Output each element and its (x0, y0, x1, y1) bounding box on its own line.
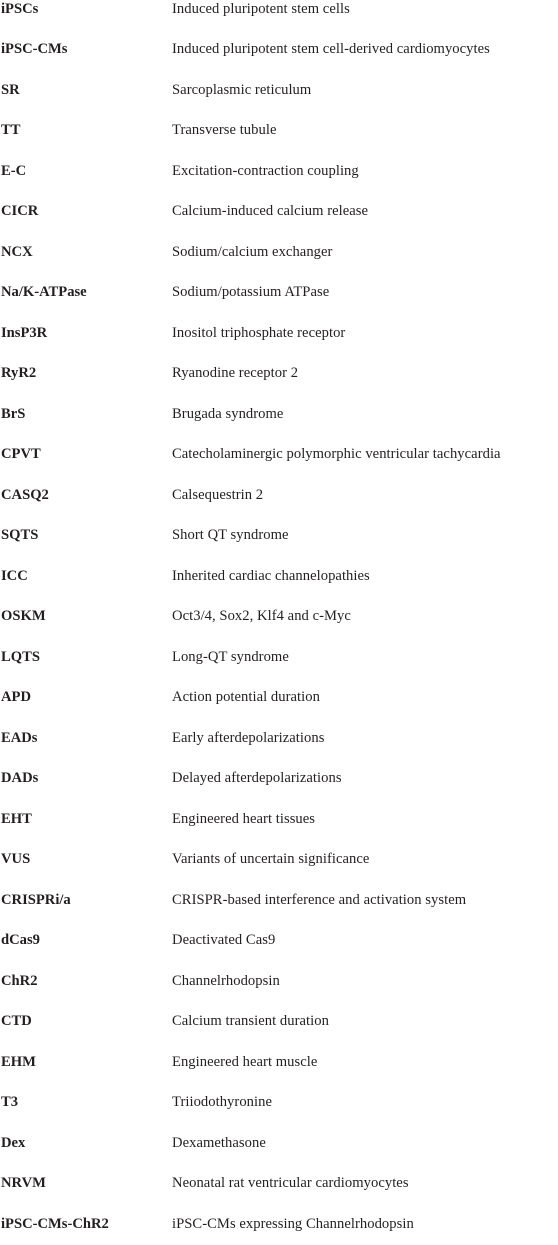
table-row (0, 1083, 558, 1124)
table-row (0, 313, 558, 354)
table-row (0, 799, 558, 840)
abbreviation-definition: Sarcoplasmic reticulum (172, 81, 312, 98)
abbreviation-term: SQTS (1, 527, 39, 544)
abbreviation-term: iPSCs (1, 0, 39, 17)
table-row (0, 597, 558, 638)
abbreviation-term: NCX (1, 243, 33, 260)
abbreviation-definition: Delayed afterdepolarizations (172, 770, 342, 787)
table-row (0, 516, 558, 557)
table-row (0, 0, 558, 30)
abbreviation-definition: Early afterdepolarizations (172, 729, 325, 746)
table-row (0, 111, 558, 152)
abbreviation-term: APD (1, 689, 31, 706)
abbreviation-term: dCas9 (1, 932, 40, 949)
abbreviation-term: OSKM (1, 608, 46, 625)
table-row (0, 921, 558, 962)
abbreviation-definition: Long-QT syndrome (172, 648, 289, 665)
abbreviation-definition: Calcium transient duration (172, 1013, 329, 1030)
abbreviation-term: RyR2 (1, 365, 37, 382)
table-row (0, 556, 558, 597)
abbreviation-term: ChR2 (1, 972, 38, 989)
abbreviation-term: iPSC-CMs-ChR2 (1, 1215, 109, 1232)
table-row (0, 1164, 558, 1205)
abbreviation-term: SR (1, 81, 20, 98)
abbreviation-term: BrS (1, 405, 26, 422)
abbreviation-definition: Channelrhodopsin (172, 972, 280, 989)
table-row (0, 70, 558, 111)
abbreviation-definition: Deactivated Cas9 (172, 932, 276, 949)
table-row (0, 1042, 558, 1083)
table-row (0, 232, 558, 273)
abbreviation-term: iPSC-CMs (1, 41, 68, 58)
abbreviation-term: CICR (1, 203, 39, 220)
table-row (0, 394, 558, 435)
abbreviation-definition: Calcium-induced calcium release (172, 203, 369, 220)
table-row (0, 475, 558, 516)
table-row (0, 678, 558, 719)
abbreviation-term: InsP3R (1, 324, 48, 341)
abbreviation-term: TT (1, 122, 21, 139)
abbreviation-definition: Calsequestrin 2 (172, 486, 264, 503)
abbreviation-definition: Inositol triphosphate receptor (172, 324, 346, 341)
table-row (0, 354, 558, 395)
table-row (0, 1204, 558, 1245)
table-row (0, 759, 558, 800)
abbreviation-term: VUS (1, 851, 31, 868)
table-row (0, 30, 558, 71)
table-row (0, 273, 558, 314)
abbreviation-term: EHT (1, 810, 32, 827)
abbreviation-term: EHM (1, 1053, 36, 1070)
abbreviation-definition: Action potential duration (172, 689, 320, 706)
abbreviation-term: CPVT (1, 446, 41, 463)
table-row (0, 880, 558, 921)
abbreviation-definition: Ryanodine receptor 2 (172, 365, 299, 382)
abbreviation-definition: Sodium/potassium ATPase (172, 284, 330, 301)
abbreviation-definition: Induced pluripotent stem cell-derived cardiomyocytes (172, 41, 490, 58)
abbreviation-term: Dex (1, 1134, 26, 1151)
table-row (0, 151, 558, 192)
abbreviation-definition: Brugada syndrome (172, 405, 284, 422)
abbreviation-definition: Sodium/calcium exchanger (172, 243, 333, 260)
abbreviation-definition: Excitation-contraction coupling (172, 162, 359, 179)
abbreviation-definition: Induced pluripotent stem cells (172, 0, 350, 17)
abbreviation-definition: Short QT syndrome (172, 527, 289, 544)
table-row (0, 637, 558, 678)
abbreviation-definition: Transverse tubule (172, 122, 277, 139)
table-row (0, 1002, 558, 1043)
abbreviation-term: DADs (1, 770, 39, 787)
table-row (0, 961, 558, 1002)
abbreviation-term: ICC (1, 567, 28, 584)
abbreviation-definition: Variants of uncertain significance (172, 851, 370, 868)
abbreviation-definition: CRISPR-based interference and activation system (172, 891, 467, 908)
abbreviation-definition: Oct3/4, Sox2, Klf4 and c-Myc (172, 608, 351, 625)
abbreviation-term: NRVM (1, 1175, 46, 1192)
abbreviation-term: T3 (1, 1094, 19, 1111)
table-row (0, 718, 558, 759)
abbreviation-definition: Dexamethasone (172, 1134, 266, 1151)
abbreviation-definition: iPSC-CMs expressing Channelrhodopsin (172, 1215, 414, 1232)
table-row (0, 192, 558, 233)
abbreviation-term: CASQ2 (1, 486, 49, 503)
abbreviation-term: LQTS (1, 648, 40, 665)
abbreviation-term: EADs (1, 729, 38, 746)
abbreviation-definition: Engineered heart muscle (172, 1053, 318, 1070)
abbreviation-definition: Triiodothyronine (172, 1094, 272, 1111)
abbreviation-definition: Inherited cardiac channelopathies (172, 567, 370, 584)
table-row (0, 1123, 558, 1164)
abbreviation-definition: Neonatal rat ventricular cardiomyocytes (172, 1175, 409, 1192)
table-row (0, 435, 558, 476)
abbreviation-term: E-C (1, 162, 27, 179)
abbreviation-term: CRISPRi/a (1, 891, 71, 908)
abbreviation-definition: Engineered heart tissues (172, 810, 316, 827)
table-row (0, 840, 558, 881)
abbreviation-term: Na/K-ATPase (1, 284, 87, 301)
abbreviation-term: CTD (1, 1013, 32, 1030)
abbreviation-definition: Catecholaminergic polymorphic ventricular tachycardia (172, 446, 501, 463)
